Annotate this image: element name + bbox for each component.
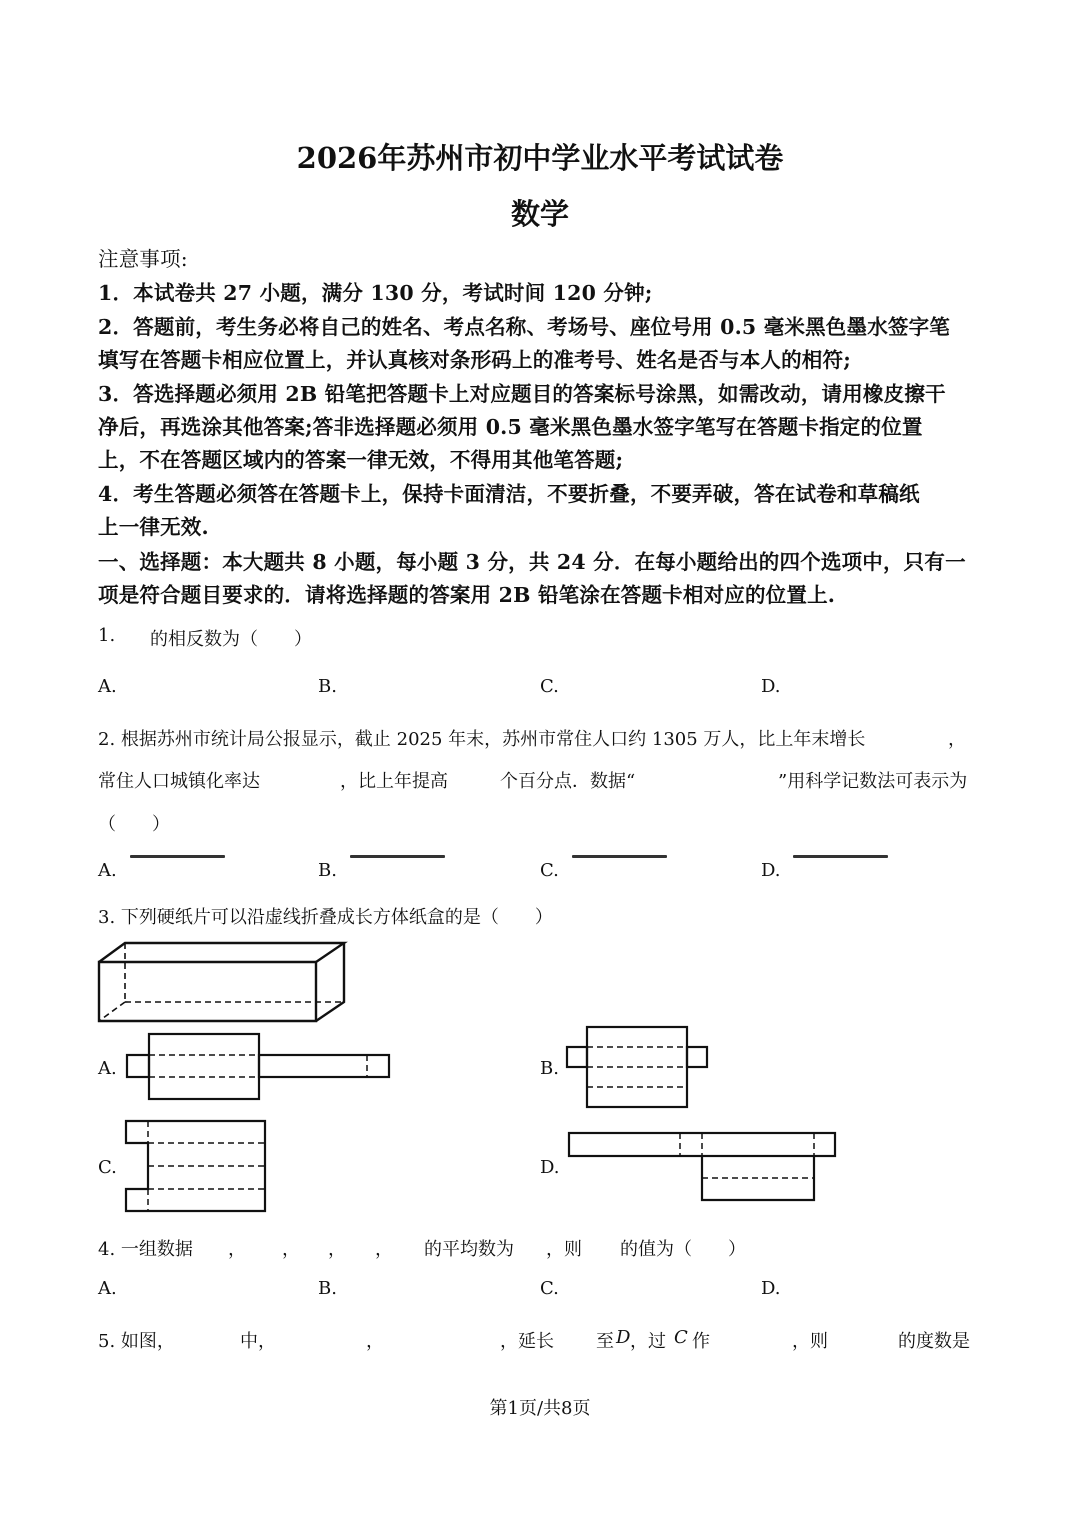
- q1-number: 1.: [98, 625, 116, 646]
- q2-option-b: B.: [318, 860, 337, 881]
- notice-line-2: 2．答题前，考生务必将自己的姓名、考点名称、考场号、座位号用 0.5 毫米黑色墨水签字笔: [98, 315, 951, 339]
- section1-line-1: 一、选择题：本大题共 8 小题，每小题 3 分，共 24 分．在每小题给出的四个选项中，只有一: [98, 550, 966, 574]
- q3-text: 3. 下列硬纸片可以沿虚线折叠成长方体纸盒的是（ ）: [98, 907, 553, 928]
- q4-part4: ，: [328, 1239, 346, 1260]
- q1-option-d: D.: [761, 676, 781, 697]
- q5-part10: ，则: [792, 1331, 828, 1352]
- q1-option-b: B.: [318, 676, 337, 697]
- notice-line-7: 4．考生答题必须答在答题卡上，保持卡面清洁，不要折叠，不要弄破，答在试卷和草稿纸: [98, 482, 920, 506]
- q5-part11: 的度数是: [898, 1331, 970, 1352]
- q2-line2-part1: 常住人口城镇化率达: [98, 771, 260, 792]
- q2-line1-comma: ，: [948, 729, 966, 750]
- q2-option-b-remnant: [350, 855, 445, 858]
- q3-option-d: D.: [540, 1157, 560, 1178]
- q2-line2-part4: ”用科学记数法可表示为: [778, 771, 968, 792]
- q5-part3: ，: [366, 1331, 384, 1352]
- q5-part2: 中，: [240, 1331, 276, 1352]
- exam-title: 2026年苏州市初中学业水平考试试卷: [296, 141, 784, 175]
- q2-option-c-remnant: [572, 855, 667, 858]
- q5-part7: ，过: [630, 1331, 666, 1352]
- q5-part1: 5. 如图，: [98, 1331, 175, 1352]
- page-number: 第1页/共8页: [489, 1398, 591, 1419]
- q4-part3: ，: [282, 1239, 300, 1260]
- q2-option-a-remnant: [130, 855, 225, 858]
- notice-line-3: 填写在答题卡相应位置上，并认真核对条形码上的准考号、姓名是否与本人的相符;: [98, 348, 851, 372]
- q4-part5: ，: [375, 1239, 393, 1260]
- q3-net-c: [122, 1118, 270, 1214]
- q2-option-a: A.: [98, 860, 117, 881]
- q1-text: 的相反数为（ ）: [150, 629, 312, 650]
- notice-line-5: 净后，再选涂其他答案;答非选择题必须用 0.5 毫米黑色墨水签字笔写在答题卡指定的位置: [98, 415, 923, 439]
- q2-option-d: D.: [761, 860, 781, 881]
- q5-point-d: D: [616, 1327, 631, 1348]
- q1-option-a: A.: [98, 676, 117, 697]
- q4-option-d: D.: [761, 1278, 781, 1299]
- q2-line2-part2: ，比上年提高: [340, 771, 448, 792]
- notice-line-1: 1．本试卷共 27 小题，满分 130 分，考试时间 120 分钟;: [98, 281, 653, 305]
- q2-option-c: C.: [540, 860, 559, 881]
- section1-line-2: 项是符合题目要求的．请将选择题的答案用 2B 铅笔涂在答题卡相对应的位置上.: [98, 583, 836, 607]
- q4-part6: 的平均数为: [424, 1239, 514, 1260]
- q2-line3: （ ）: [98, 814, 170, 835]
- q5-point-c: C: [674, 1327, 688, 1348]
- q4-part2: ，: [228, 1239, 246, 1260]
- q3-option-b: B.: [540, 1058, 559, 1079]
- q4-part1: 4. 一组数据: [98, 1239, 193, 1260]
- q5-part5: 至: [596, 1331, 614, 1352]
- q4-option-a: A.: [98, 1278, 117, 1299]
- q5-part9: 作: [692, 1331, 710, 1352]
- q2-option-d-remnant: [793, 855, 888, 858]
- q3-option-c: C.: [98, 1157, 117, 1178]
- notice-line-8: 上一律无效.: [98, 515, 209, 539]
- q4-part8: 的值为（ ）: [620, 1239, 746, 1260]
- q3-option-a: A.: [98, 1058, 117, 1079]
- box-figure: [96, 940, 351, 1026]
- exam-subject: 数学: [510, 197, 569, 231]
- notice-heading: 注意事项:: [98, 247, 188, 271]
- q4-option-b: B.: [318, 1278, 337, 1299]
- q5-part4: ，延长: [500, 1331, 554, 1352]
- notice-line-6: 上，不在答题区域内的答案一律无效，不得用其他笔答题;: [98, 448, 624, 472]
- notice-line-4: 3．答选择题必须用 2B 铅笔把答题卡上对应题目的答案标号涂黑，如需改动，请用橡皮擦干: [98, 382, 946, 406]
- q1-option-c: C.: [540, 676, 559, 697]
- q3-net-a: [124, 1032, 394, 1102]
- q2-line2-part3: 个百分点．数据“: [500, 771, 636, 792]
- q2-line1: 2. 根据苏州市统计局公报显示，截止 2025 年末，苏州市常住人口约 1305 万人，比上年末增长: [98, 729, 866, 750]
- q3-net-d: [566, 1130, 838, 1203]
- q4-part7: ，则: [546, 1239, 582, 1260]
- q3-net-b: [564, 1025, 710, 1110]
- q4-option-c: C.: [540, 1278, 559, 1299]
